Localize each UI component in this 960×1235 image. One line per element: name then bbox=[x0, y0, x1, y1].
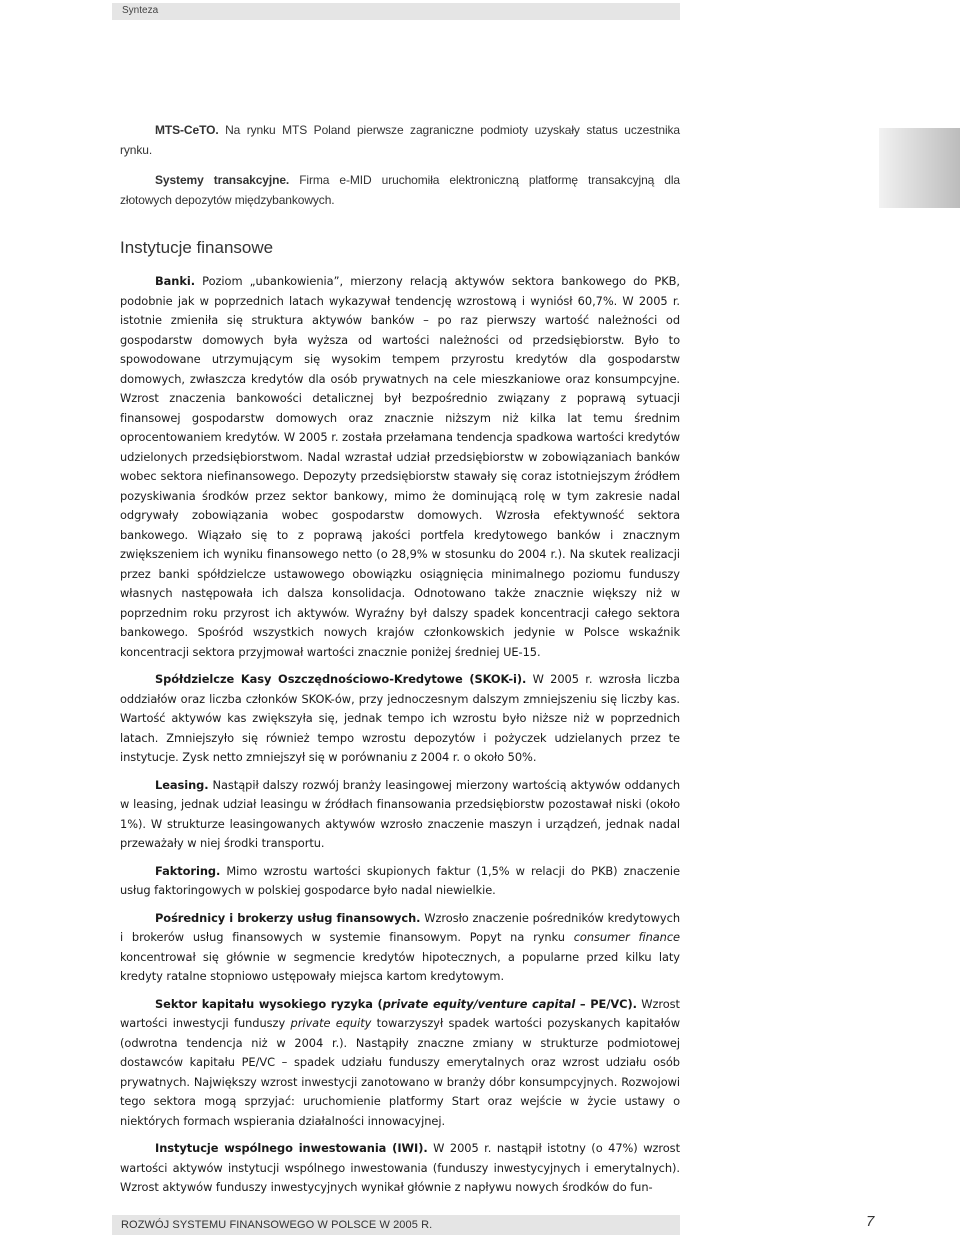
paragraph-text: W 2005 r. wzrosła liczba oddziałów oraz liczba członków SKOK-ów, przy jednoczesnym dalszym zmniejszeniu się liczby kas. Wartość aktywów kas zwiększyła się, jednak tempo ich wzrostu było niższe niż w poprzednich latach. Zmniejszyło się również tempo wzrostu depozytów i pożyczek udzielanych przez te instytucje. Zysk netto zmniejszył się w porównaniu z 2004 r. o około 50%. bbox=[120, 672, 680, 764]
paragraph-text: koncentrował się głównie w segmencie kredytów hipotecznych, a popularne przed kilku laty kredyty ratalne stopniowo ustępowały miejsca kartom kredytowym. bbox=[120, 949, 680, 983]
paragraph-italic: consumer finance bbox=[573, 930, 681, 944]
intro-paragraph bbox=[120, 170, 680, 210]
paragraph-text: Poziom „ubankowienia”, mierzony relacją aktywów sektora bankowego do PKB, podobnie jak w poprzednich latach wykazywał tendencję wzrostową i wyniósł 60,7%. W 2005 r. istotnie zmieniła się struktura aktywów banków – po raz pierwszy wartość należności od gospodarstw domowych była wyższa od wartości należności od przedsiębiorstw. Było to spowodowane utrzymującym się wysokim tempem przyrostu kredytów dla gospodarstw domowych, zwłaszcza kredytów dla osób prywatnych na cele mieszkaniowe oraz konsumpcyjne. Wzrost znaczenia bankowości detalicznej był bezpośrednio związany z poprawą sytuacji finansowej gospodarstw domowych oraz znacznie niższym niż kilka lat temu średnim oprocentowaniem kredytów. W 2005 r. została przełamana tendencja spadkowa wartości kredytów udzielonych przedsiębiorstwom. Nadal wzrastał udział przedsiębiorstw w zobowiązaniach banków wobec sektora niefinansowego. Depozyty przedsiębiorstw stawały się coraz istotniejszym źródłem pozyskiwania środków przez sektor bankowy, mimo że dominującą rolę w tym zakresie nadal odgrywały zobowiązania wobec gospodarstw domowych. Wzrosła efektywność sektora bankowego. Wiązało się to z poprawą jakości portfela kredytowego banków i znacznym zwiększeniem ich wyniku finansowego netto (o 28,9% w stosunku do 2004 r.). Na skutek realizacji przez banki spółdzielcze ustawowego obowiązku osiągnięcia minimalnego poziomu funduszy własnych następowała ich dalsza konsolidacja. Odnotowano także znacznie większy niż w poprzednim roku przyrost ich aktywów. Wyraźny był dalszy spadek koncentracji całego sektora bankowego. Spośród wszystkich nowych krajów członkowskich jedynie w Polsce wskaźnik koncentracji sektora przyjmował wartości znacznie poniżej średniej UE-15. bbox=[120, 274, 680, 659]
intro-lead: MTS-CeTO. bbox=[155, 123, 219, 137]
paragraph-factoring bbox=[120, 862, 680, 901]
paragraph-text: Mimo wzrostu wartości skupionych faktur (1,5% w relacji do PKB) znaczenie usług faktoringowych w polskiej gospodarce było nadal niewielkie. bbox=[120, 863, 680, 897]
lead-italic: private equity/venture capital bbox=[382, 996, 576, 1011]
paragraph-leasing bbox=[120, 776, 680, 854]
paragraph-text: Wzrosło znaczenie pośredników kredytowych i brokerów usług finansowych w systemie finansowym. Popyt na rynku bbox=[120, 910, 680, 944]
paragraph-brokers bbox=[120, 909, 680, 987]
section-title: Instytucje finansowe bbox=[120, 238, 274, 257]
main-content bbox=[120, 120, 680, 1206]
paragraph-pe-vc bbox=[120, 995, 680, 1132]
page-number: 7 bbox=[866, 1213, 875, 1230]
paragraph-text: towarzyszył spadek wartości pozyskanych kapitałów (odwrotna tendencja niż w 2004 r.). Nastąpiły znaczne zmiany w strukturze podmiotowej dostawców kapitału PE/VC – spadek udziału funduszy emerytalnych oraz wzrost udziału osób prywatnych. Największy wzrost inwestycji zanotowano w branży dóbr konsumpcyjnych. Rozwojowi tego sektora mogą sprzyjać: uruchomienie platformy Start oraz wejście w życie ustawy o niektórych formach wspierania działalności innowacyjnej. bbox=[120, 1016, 680, 1128]
intro-lead: Systemy transakcyjne. bbox=[155, 173, 290, 187]
running-footer bbox=[112, 1215, 680, 1235]
paragraph-italic: private equity bbox=[290, 1016, 372, 1030]
intro-paragraph bbox=[120, 120, 680, 160]
paragraph-text: W 2005 r. nastąpił istotny (o 47%) wzrost wartości aktywów instytucji wspólnego inwestowania (funduszy inwestycyjnych i emerytalnych). Wzrost aktywów funduszy inwestycyjnych wynikał głównie z napływu nowych środków do fun- bbox=[120, 1141, 680, 1194]
paragraph-iwi bbox=[120, 1139, 680, 1198]
side-decoration bbox=[879, 128, 960, 208]
footer-book-title: ROZWÓJ SYSTEMU FINANSOWEGO W POLSCE W 2005 R. bbox=[121, 1219, 433, 1231]
running-header bbox=[112, 3, 680, 20]
lead-part: Sektor kapitału wysokiego ryzyka ( bbox=[155, 996, 383, 1011]
paragraph-text: Wzrost wartości inwestycji funduszy bbox=[120, 996, 680, 1030]
paragraph-lead: Spółdzielcze Kasy Oszczędnościowo-Kredytowe (SKOK-i). bbox=[155, 672, 527, 686]
paragraph-lead bbox=[155, 997, 637, 1011]
intro-text: Na rynku MTS Poland pierwsze zagraniczne podmioty uzyskały status uczestnika rynku. bbox=[120, 123, 680, 157]
paragraph-text: Nastąpił dalszy rozwój branży leasingowej mierzony wartością aktywów oddanych w leasing, jednak udział leasingu w źródłach finansowania przedsiębiorstw pozostawał niski (około 1%). W strukturze leasingowanych aktywów wzrosło znaczenie maszyn i urządzeń, jednak nadal przeważały w niej środki transportu. bbox=[120, 777, 680, 850]
paragraph-lead: Leasing. bbox=[155, 777, 209, 792]
paragraph-skok bbox=[120, 670, 680, 768]
paragraph-lead: Banki. bbox=[155, 274, 195, 288]
paragraph-banks bbox=[120, 272, 680, 662]
running-header-title: Synteza bbox=[122, 5, 159, 16]
lead-part: – PE/VC). bbox=[575, 996, 637, 1011]
paragraph-lead: Instytucje wspólnego inwestowania (IWI). bbox=[155, 1141, 428, 1155]
paragraph-lead: Pośrednicy i brokerzy usług finansowych. bbox=[155, 910, 421, 925]
intro-text: Firma e-MID uruchomiła elektroniczną platformę transakcyjną dla złotowych depozytów międzybankowych. bbox=[120, 173, 680, 207]
paragraph-lead: Faktoring. bbox=[155, 863, 221, 878]
